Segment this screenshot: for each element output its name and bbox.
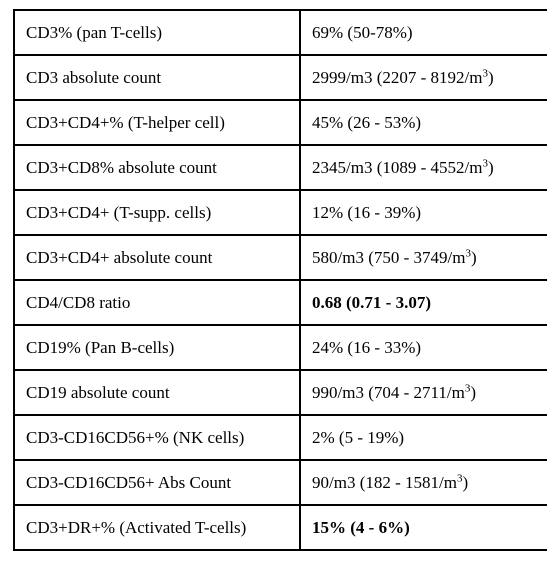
value-cell: [300, 280, 547, 325]
value-text: 0.68 (0.71 - 3.07): [312, 292, 431, 312]
marker-cell: CD3+CD4+% (T-helper cell): [14, 100, 300, 145]
closing-paren: ): [470, 382, 477, 402]
marker-cell: CD4/CD8 ratio: [14, 280, 300, 325]
table-row: [14, 10, 547, 55]
table-row: [14, 505, 547, 550]
value-text: 45% (26 - 53%): [312, 112, 422, 132]
lymphocyte-subset-table: [13, 9, 547, 551]
marker-cell: CD3-CD16CD56+ Abs Count: [14, 460, 300, 505]
value-text: 90/m3 (182 - 1581/m: [312, 472, 457, 492]
unit-superscript: 3: [482, 66, 488, 79]
value-cell: [300, 325, 547, 370]
table-row: [14, 100, 547, 145]
value-cell: [300, 55, 547, 100]
value-cell: [300, 370, 547, 415]
value-text: 69% (50-78%): [312, 22, 413, 42]
closing-paren: ): [470, 247, 477, 267]
unit-superscript: 3: [464, 381, 471, 394]
value-text: 24% (16 - 33%): [312, 337, 422, 357]
value-cell: [300, 505, 547, 550]
value-text: 580/m3 (750 - 3749/m: [312, 247, 466, 267]
value-text: 2345/m3 (1089 - 4552/m: [312, 157, 483, 177]
marker-cell: CD3 absolute count: [14, 55, 300, 100]
marker-cell: CD3+DR+% (Activated T-cells): [14, 505, 300, 550]
table-row: [14, 235, 547, 280]
value-text: 12% (16 - 39%): [312, 202, 422, 222]
unit-superscript: 3: [456, 471, 463, 484]
table-row: [14, 325, 547, 370]
table-row: [14, 415, 547, 460]
table-row: [14, 280, 547, 325]
marker-cell: CD3+CD4+ (T-supp. cells): [14, 190, 300, 235]
value-cell: [300, 415, 547, 460]
table-row: [14, 145, 547, 190]
marker-cell: CD3+CD4+ absolute count: [14, 235, 300, 280]
value-cell: [300, 235, 547, 280]
table-row: [14, 190, 547, 235]
table-row: [14, 370, 547, 415]
value-text: 2% (5 - 19%): [312, 427, 405, 447]
closing-paren: ): [487, 157, 494, 177]
marker-cell: CD3+CD8% absolute count: [14, 145, 300, 190]
marker-cell: CD19 absolute count: [14, 370, 300, 415]
value-cell: [300, 145, 547, 190]
table-row: [14, 55, 547, 100]
value-text: 990/m3 (704 - 2711/m: [312, 382, 465, 402]
table-row: [14, 460, 547, 505]
marker-cell: CD19% (Pan B-cells): [14, 325, 300, 370]
marker-cell: CD3% (pan T-cells): [14, 10, 300, 55]
value-cell: [300, 460, 547, 505]
value-cell: [300, 190, 547, 235]
value-text: 2999/m3 (2207 - 8192/m: [312, 67, 483, 87]
value-text: 15% (4 - 6%): [312, 517, 410, 537]
value-cell: [300, 10, 547, 55]
closing-paren: ): [462, 472, 469, 492]
unit-superscript: 3: [465, 246, 471, 259]
table-body: [14, 10, 547, 550]
value-cell: [300, 100, 547, 145]
marker-cell: CD3-CD16CD56+% (NK cells): [14, 415, 300, 460]
unit-superscript: 3: [482, 156, 488, 169]
closing-paren: ): [487, 67, 494, 87]
